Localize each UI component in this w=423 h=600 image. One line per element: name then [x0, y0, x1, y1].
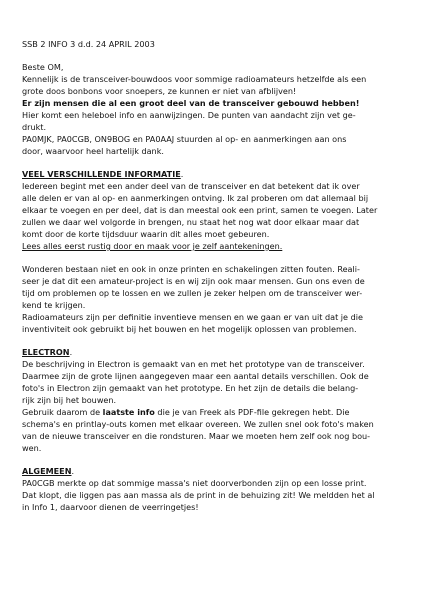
- info-line: Radioamateurs zijn per definitie inventieve mensen en we gaan er van uit dat je die: [22, 312, 363, 322]
- electron-line: rijk zijn bij het bouwen.: [22, 395, 117, 405]
- info-line: Wonderen bestaan niet en ook in onze printen en schakelingen zitten fouten. Reali-: [22, 264, 360, 274]
- info-line: zullen we daar wel volgorde in brengen, nu staat het nog wat door elkaar maar dat: [22, 217, 360, 227]
- info-line: komt door de korte tijdsduur waarin dit alles moet gebeuren.: [22, 229, 270, 239]
- info-line: inventiviteit ook gebruikt bij het bouwen en het mogelijk oplossen van problemen.: [22, 324, 357, 334]
- intro-line: drukt.: [22, 122, 47, 132]
- electron-line: De beschrijving in Electron is gemaakt van en met het prototype van de transceiver.: [22, 359, 365, 369]
- electron-line: van de nieuwe transceiver en die rondsturen. Maar we moeten hem zelf ook nog bou-: [22, 431, 371, 441]
- electron-line: wen.: [22, 443, 42, 453]
- spacer: [22, 335, 412, 346]
- document-header: SSB 2 INFO 3 d.d. 24 APRIL 2003: [22, 39, 155, 49]
- intro-line: PA0MJK, PA0CGB, ON9BOG en PA0AAJ stuurden al op- en aanmerkingen aan ons: [22, 134, 347, 144]
- electron-line: Daarmee zijn de grote lijnen aangegeven maar een aantal details verschillen. Ook de: [22, 371, 369, 381]
- electron-section: [22, 346, 412, 454]
- heading-period: .: [180, 169, 184, 179]
- section-heading: VEEL VERSCHILLENDE INFORMATIE: [22, 169, 181, 179]
- section-heading-line: [22, 346, 412, 358]
- section-heading: ELECTRON: [22, 347, 70, 357]
- info-section: [22, 168, 412, 335]
- spacer: [22, 50, 412, 61]
- heading-period: .: [71, 466, 75, 476]
- general-line: in Info 1, daarvoor dienen de veerringetjes!: [22, 502, 199, 512]
- info-line: Iedereen begint met een ander deel van de transceiver en dat betekent dat ik over: [22, 181, 360, 191]
- section-heading-line: [22, 465, 412, 477]
- general-line: Dat klopt, die liggen pas aan massa als de print in de behuizing zit! We meldden het al: [22, 490, 375, 500]
- section-heading: ALGEMEEN: [22, 466, 72, 476]
- heading-period: .: [69, 347, 73, 357]
- intro-line: grote doos bonbons voor snoepers, ze kunnen er niet van afblijven!: [22, 86, 297, 96]
- document-page: [22, 38, 412, 513]
- info-line: kend te krijgen.: [22, 300, 86, 310]
- info-line: elkaar te voegen en per deel, dat is dan meestal ook een print, samen te voegen. Later: [22, 205, 378, 215]
- electron-use-line: [22, 406, 412, 418]
- info-line: seer je dat dit een amateur-project is en wij zijn ook maar mensen. Gun ons even de: [22, 276, 365, 286]
- info-line: tijd om problemen op te lossen en we zullen je zeker helpen om de transceiver wer-: [22, 288, 363, 298]
- info-line: alle delen er van al op- en aanmerkingen ontving. Ik zal proberen om dat allemaal bij: [22, 193, 369, 203]
- intro-section: [22, 61, 412, 157]
- spacer: [22, 454, 412, 465]
- section-heading-line: [22, 168, 412, 180]
- spacer: [22, 157, 412, 168]
- electron-line: schema's en printlay-outs komen met elkaar overeen. We zullen snel ook foto's maken: [22, 419, 374, 429]
- use-bold: laatste info: [102, 407, 155, 417]
- intro-bold-line: Er zijn mensen die al een groot deel van de transceiver gebouwd hebben!: [22, 98, 360, 108]
- electron-line: foto's in Electron zijn gemaakt van het prototype. En het zijn de details die belang-: [22, 383, 359, 393]
- info-underlined-line: Lees alles eerst rustig door en maak voor je zelf aantekeningen.: [22, 241, 283, 251]
- greeting: Beste OM,: [22, 62, 64, 72]
- intro-line: door, waarvoor heel hartelijk dank.: [22, 146, 164, 156]
- use-prefix: Gebruik daarom de: [22, 407, 103, 417]
- intro-line: Kennelijk is de transceiver-bouwdoos voor sommige radioamateurs hetzelfde als een: [22, 74, 367, 84]
- general-line: PA0CGB merkte op dat sommige massa's niet doorverbonden zijn op een losse print.: [22, 478, 367, 488]
- general-section: [22, 465, 412, 513]
- spacer: [22, 252, 412, 263]
- use-suffix: die je van Freek als PDF-file gekregen hebt. Die: [154, 407, 350, 417]
- intro-line: Hier komt een heleboel info en aanwijzingen. De punten van aandacht zijn vet ge-: [22, 110, 356, 120]
